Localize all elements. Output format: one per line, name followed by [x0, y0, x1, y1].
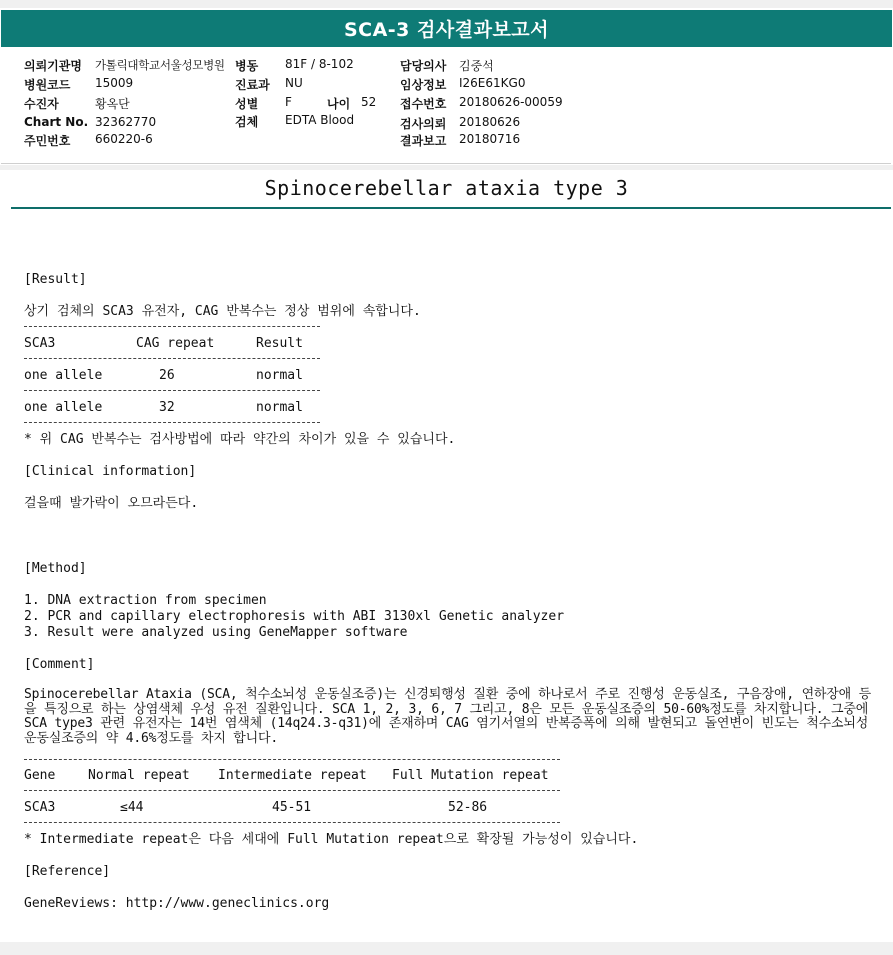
method-step-1: 1. DNA extraction from specimen: [24, 593, 267, 608]
age-value: 52: [361, 95, 377, 109]
clinical-info-value: I26E61KG0: [459, 76, 526, 90]
table-divider: [24, 759, 560, 760]
result-note: * 위 CAG 반복수는 검사방법에 따라 약간의 차이가 있을 수 있습니다.: [24, 432, 456, 447]
method-step-3: 3. Result were analyzed using GeneMapper software: [24, 625, 408, 640]
resident-number-label: 주민번호: [24, 134, 71, 148]
table-divider: [24, 422, 320, 423]
age-label: 나이: [327, 97, 351, 111]
clinical-info-heading: [Clinical information]: [24, 464, 197, 479]
department-label: 진료과: [235, 78, 270, 92]
repeat-header-intermediate: Intermediate repeat: [218, 768, 367, 783]
department-value: NU: [285, 76, 303, 90]
report-banner: SCA-3 검사결과보고서: [1, 10, 892, 47]
repeat-intermediate-range: 45-51: [272, 800, 312, 815]
report-date-value: 20180716: [459, 132, 521, 146]
request-date-label: 검사의뢰: [400, 117, 447, 131]
specimen-label: 검체: [235, 115, 259, 129]
result-header-gene: SCA3: [24, 336, 56, 351]
comment-paragraph: Spinocerebellar Ataxia (SCA, 척수소뇌성 운동실조증)는 신경퇴행성 질환 중에 하나로서 주로 진행성 운동실조, 구음장애, 연하장애 등을 특징으로 하는 상염색체 우성 유전 질환입니다. SCA 1, 2, 3, 6, 7 그리고, 8은 모든 운동실조증의 50-60%정도를 차지합니다. 그중에 SCA type3 관련 유전자는 14번 염색체 (14q24.3-q31)에 존재하며 CAG 염기서열의 반복증폭에 의해 발현되고 돌연변이 빈도는 척수소뇌성 운동실조증의 약 4.6%정도를 차지 합니다.: [24, 687, 871, 746]
table-divider: [24, 390, 320, 391]
method-heading: [Method]: [24, 561, 87, 576]
ward-label: 병동: [235, 59, 259, 73]
comment-heading: [Comment]: [24, 657, 95, 672]
chart-number-value: 32362770: [95, 115, 157, 129]
patient-name: 황옥단: [95, 97, 130, 111]
allele-1-label: one allele: [24, 368, 103, 383]
result-summary: 상기 검체의 SCA3 유전자, CAG 반복수는 정상 범위에 속합니다.: [24, 304, 421, 319]
method-step-2: 2. PCR and capillary electrophoresis with ABI 3130xl Genetic analyzer: [24, 609, 565, 624]
patient-label: 수진자: [24, 97, 59, 111]
report-title: Spinocerebellar ataxia type 3: [264, 176, 629, 200]
doctor-label: 담당의사: [400, 59, 447, 73]
repeat-normal-range: ≤44: [120, 800, 144, 815]
allele-2-result: normal: [256, 400, 303, 415]
repeat-header-full-mutation: Full Mutation repeat: [392, 768, 549, 783]
hospital-code-value: 15009: [95, 76, 134, 90]
allele-1-result: normal: [256, 368, 303, 383]
repeat-header-normal: Normal repeat: [88, 768, 190, 783]
hospital-code-label: 병원코드: [24, 78, 71, 92]
clinical-info-text: 걸을때 발가락이 오므라든다.: [24, 496, 199, 511]
receipt-number-value: 20180626-00059: [459, 95, 563, 109]
reference-heading: [Reference]: [24, 864, 111, 879]
sex-value: F: [285, 95, 292, 109]
table-divider: [24, 326, 320, 327]
ward-value: 81F / 8-102: [285, 57, 354, 71]
allele-1-repeat: 26: [159, 368, 175, 383]
sex-label: 성별: [235, 97, 259, 111]
patient-info-panel: [1, 50, 891, 164]
request-date-value: 20180626: [459, 115, 521, 129]
title-underline: [11, 207, 891, 209]
reference-link[interactable]: GeneReviews: http://www.geneclinics.org: [24, 896, 330, 911]
chart-number-label: Chart No.: [24, 115, 89, 129]
repeat-gene: SCA3: [24, 800, 56, 815]
allele-2-repeat: 32: [159, 400, 175, 415]
result-header-result: Result: [256, 336, 303, 351]
result-header-cag: CAG repeat: [136, 336, 215, 351]
resident-number-value: 660220-6: [95, 132, 153, 146]
top-gap: [0, 0, 893, 8]
table-divider: [24, 822, 560, 823]
hospital-label: 의뢰기관명: [24, 59, 82, 73]
table-divider: [24, 790, 560, 791]
allele-2-label: one allele: [24, 400, 103, 415]
repeat-full-mutation-range: 52-86: [448, 800, 488, 815]
result-heading: [Result]: [24, 272, 87, 287]
comment-note: * Intermediate repeat은 다음 세대에 Full Mutation repeat으로 확장될 가능성이 있습니다.: [24, 832, 639, 847]
section-divider-band: [0, 165, 893, 170]
table-divider: [24, 358, 320, 359]
specimen-value: EDTA Blood: [285, 113, 355, 127]
hospital-value: 가톨릭대학교서울성모병원: [95, 58, 225, 72]
clinical-info-label: 임상정보: [400, 78, 447, 92]
report-date-label: 결과보고: [400, 134, 447, 148]
doctor-value: 김중석: [459, 59, 494, 73]
receipt-number-label: 접수번호: [400, 97, 447, 111]
repeat-header-gene: Gene: [24, 768, 56, 783]
